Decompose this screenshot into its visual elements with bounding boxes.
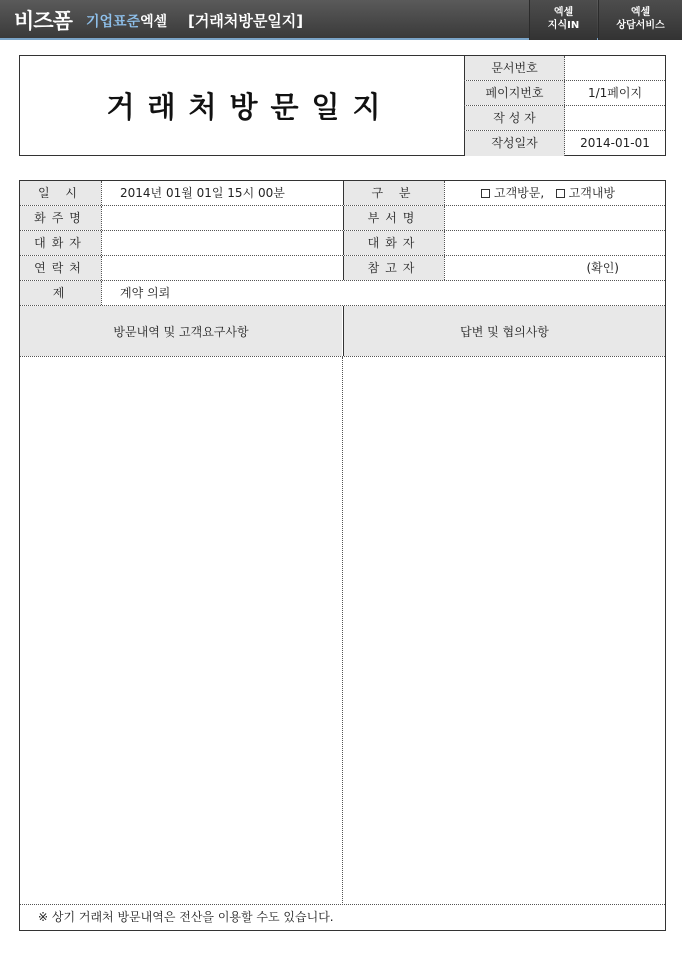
- excel-consult-line1: 엑셀: [630, 7, 651, 18]
- customer-inbound-checkbox[interactable]: [556, 189, 565, 198]
- excel-consult-button[interactable]: [598, 0, 682, 40]
- header-box: [19, 55, 666, 156]
- phone-label: 연락처: [20, 256, 101, 280]
- contact-field-left[interactable]: [101, 231, 343, 255]
- top-bar: [0, 0, 682, 40]
- company-field[interactable]: [101, 206, 343, 230]
- customer-visit-checkbox[interactable]: [481, 189, 490, 198]
- subject-label: 제: [20, 281, 101, 305]
- customer-visit-option: 고객방문,: [494, 186, 545, 200]
- excel-knowledge-line2: 지식IN: [547, 20, 580, 31]
- created-date-field[interactable]: 2014-01-01: [580, 136, 650, 150]
- contact-field-right[interactable]: [444, 231, 665, 255]
- company-label: 화주명: [20, 206, 101, 230]
- contact-label-left: 대화자: [20, 231, 101, 255]
- date-field[interactable]: 2014년 01월 01일 15시 00분: [101, 181, 343, 205]
- brand-main: 기업표준: [86, 14, 141, 30]
- dept-label: 부서명: [343, 206, 444, 230]
- meta-row-date: [464, 131, 665, 156]
- reference-label: 참고자: [343, 256, 444, 280]
- form-title: 거래처방문일지: [106, 90, 394, 124]
- visit-details-heading: 방문내역 및 고객요구사항: [20, 306, 342, 356]
- doc-number-field[interactable]: [565, 56, 665, 80]
- meta-label: 작 성 자: [464, 106, 565, 130]
- footnote: ※ 상기 거래처 방문내역은 전산을 이용할 수도 있습니다.: [38, 910, 334, 924]
- reference-confirm-field[interactable]: (확인): [444, 256, 665, 280]
- meta-label: 페이지번호: [464, 81, 565, 105]
- visit-details-area[interactable]: [20, 357, 342, 905]
- customer-inbound-option: 고객내방: [568, 186, 616, 200]
- dept-field[interactable]: [444, 206, 665, 230]
- category-options: [444, 181, 665, 205]
- visit-form: [19, 180, 666, 931]
- meta-label: 작성일자: [464, 131, 565, 156]
- reply-area[interactable]: [342, 357, 665, 905]
- meta-row-doc-number: [464, 56, 665, 81]
- bizforms-logo[interactable]: 비즈폼: [14, 9, 72, 33]
- reply-heading: 답변 및 협의사항: [343, 306, 665, 356]
- author-field[interactable]: [565, 106, 665, 130]
- contact-label-right: 대화자: [343, 231, 444, 255]
- meta-row-page-number: [464, 81, 665, 106]
- brand-label: [86, 11, 167, 31]
- excel-knowledge-button[interactable]: [529, 0, 597, 40]
- date-label: 일 시: [20, 181, 101, 205]
- category-label: 구 분: [343, 181, 444, 205]
- meta-label: 문서번호: [464, 56, 565, 80]
- document-title: [거래처방문일지]: [188, 12, 304, 30]
- document-meta: [464, 56, 665, 155]
- meta-row-author: [464, 106, 665, 131]
- phone-field[interactable]: [101, 256, 343, 280]
- excel-knowledge-line1: 엑셀: [553, 7, 574, 18]
- page-number-field[interactable]: 1/1페이지: [587, 86, 643, 100]
- subject-field[interactable]: 계약 의뢰: [101, 281, 665, 305]
- excel-consult-line2: 상담서비스: [616, 20, 665, 31]
- brand-sub: 엑셀: [140, 14, 168, 30]
